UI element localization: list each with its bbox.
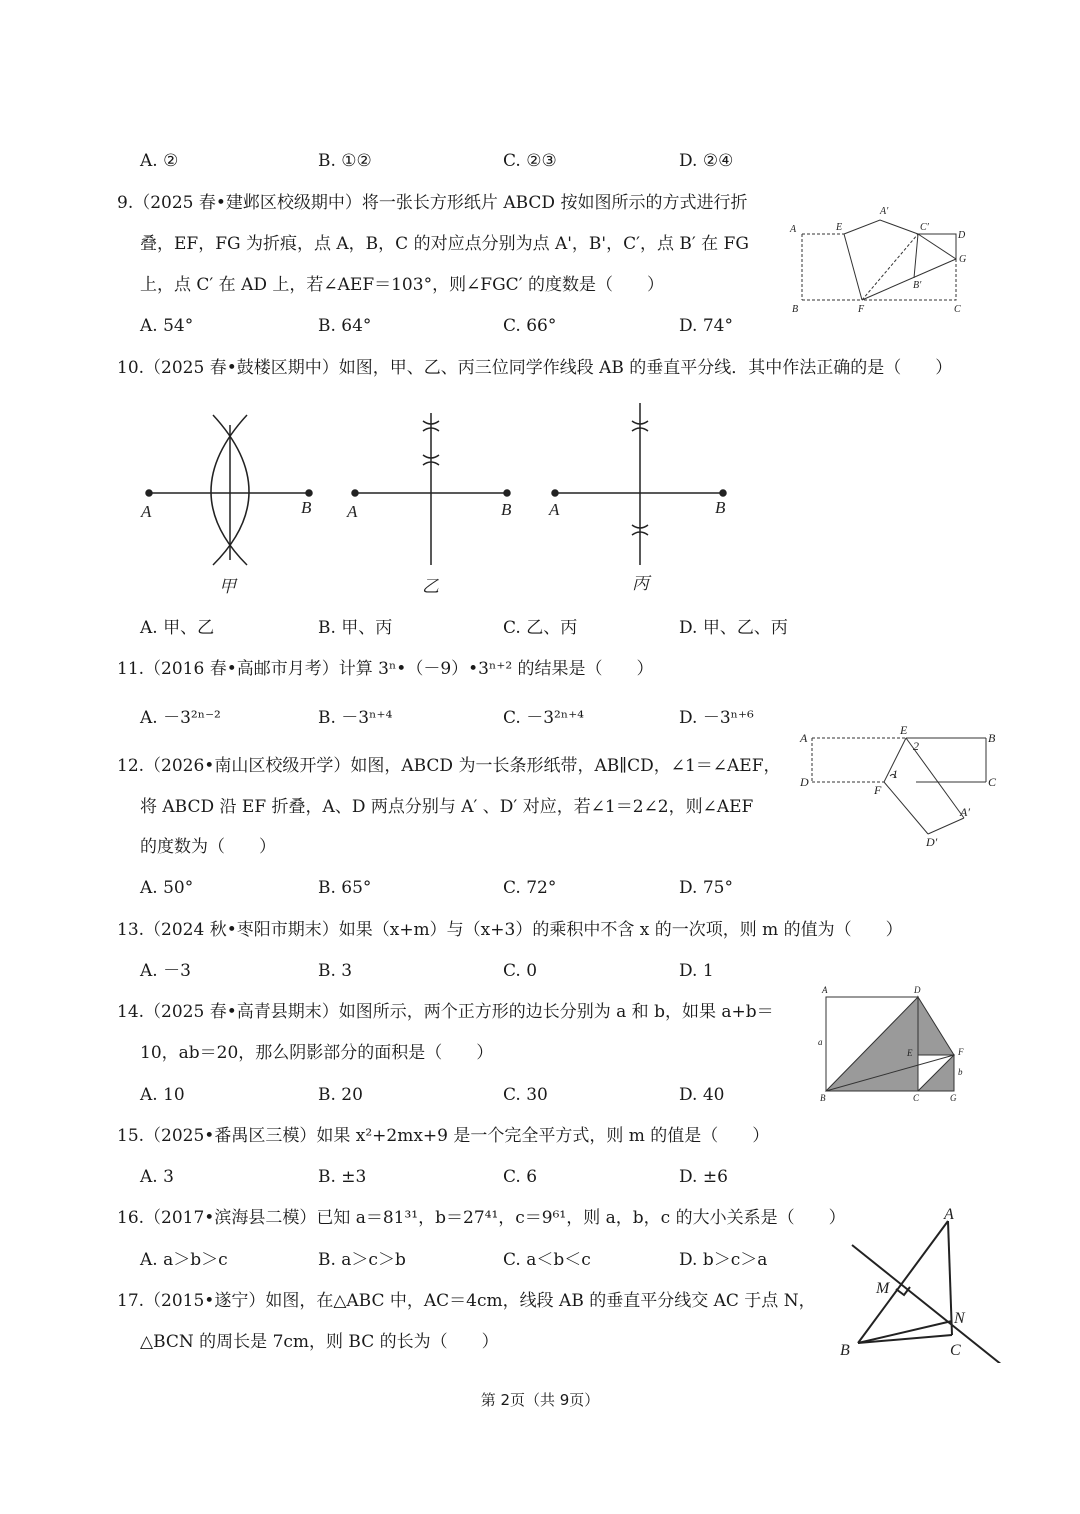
q12-line-3: 的度数为（ ） [140, 837, 276, 857]
q9-option-a: A. 54° [140, 316, 194, 336]
q16-option-a: A. a＞b＞c [140, 1250, 228, 1270]
q10-option-b: B. 甲、丙 [318, 618, 393, 638]
q14-label-c: C [913, 1093, 920, 1103]
q14-line-2: 10，ab＝20，那么阴影部分的面积是（ ） [140, 1043, 494, 1063]
q13-option-d: D. 1 [679, 961, 714, 981]
q17-label-n: N [954, 1310, 965, 1327]
q8-option-b: B. ①② [318, 151, 372, 171]
q12-option-c: C. 72° [503, 878, 557, 898]
q14-option-b: B. 20 [318, 1085, 363, 1105]
q10-option-a: A. 甲、乙 [140, 618, 215, 638]
q12-label-a-prime: A′ [960, 805, 970, 819]
q9-line-1: 9.（2025 春•建邺区校级期中）将一张长方形纸片 ABCD 按如图所示的方式进行折 [117, 193, 748, 213]
q14-label-b: B [820, 1093, 826, 1103]
q16-option-c: C. a＜b＜c [503, 1250, 591, 1270]
q16-option-b: B. a＞c＞b [318, 1250, 406, 1270]
q14-label-d: D [914, 985, 921, 995]
q12-label-d-prime: D′ [926, 835, 938, 849]
q12-option-b: B. 65° [318, 878, 372, 898]
q9-label-c-prime: C′ [920, 222, 929, 233]
q14-label-a: A [822, 985, 828, 995]
q10-label-a-3: A [549, 500, 560, 519]
q11-option-d: D. －3ⁿ⁺⁶ [679, 708, 754, 728]
q12-label-e: E [900, 723, 908, 737]
q12-label-c: C [988, 775, 997, 789]
q12-label-a: A [800, 731, 808, 745]
page-number: 第 2页（共 9页） [480, 1391, 600, 1409]
q15-option-b: B. ±3 [318, 1167, 367, 1187]
q14-line-1: 14.（2025 春•高青县期末）如图所示，两个正方形的边长分别为 a 和 b，如果 a+b＝ [117, 1002, 774, 1022]
q17-label-b: B [840, 1342, 850, 1359]
q14-figure [812, 983, 972, 1105]
q14-option-a: A. 10 [140, 1085, 185, 1105]
q17-line-2: △BCN 的周长是 7cm，则 BC 的长为（ ） [140, 1332, 499, 1352]
q8-option-c: C. ②③ [503, 151, 557, 171]
q11-option-c: C. －3²ⁿ⁺⁴ [503, 708, 584, 728]
q12-line-1: 12.（2026•南山区校级开学）如图，ABCD 为一长条形纸带，AB∥CD，∠1＝∠AEF， [117, 756, 781, 776]
q16-option-d: D. b＞c＞a [679, 1250, 768, 1270]
q9-label-a: A [790, 224, 797, 235]
q15-option-d: D. ±6 [679, 1167, 728, 1187]
q13-option-b: B. 3 [318, 961, 353, 981]
q12-label-b: B [988, 731, 996, 745]
q14-option-c: C. 30 [503, 1085, 548, 1105]
q15-option-a: A. 3 [140, 1167, 174, 1187]
q12-option-a: A. 50° [140, 878, 194, 898]
q9-label-d: D [958, 230, 966, 241]
q9-option-c: C. 66° [503, 316, 557, 336]
q9-line-2: 叠，EF，FG 为折痕，点 A，B，C 的对应点分别为点 A'，B'，C′，点 B′ 在 FG [140, 234, 749, 254]
q9-label-a-prime: A′ [880, 206, 889, 217]
q11-option-b: B. －3ⁿ⁺⁴ [318, 708, 393, 728]
q10-caption-bing: 丙 [632, 574, 649, 593]
q14-label-e: E [907, 1048, 913, 1058]
q9-line-3: 上，点 C′ 在 AD 上，若∠AEF＝103°，则∠FGC′ 的度数是（ ） [140, 275, 664, 295]
q17-label-c: C [950, 1342, 961, 1359]
q14-label-a-side: a [818, 1037, 823, 1047]
q14-label-f: F [958, 1047, 964, 1057]
q15-line-1: 15.（2025•番禺区三模）如果 x²+2mx+9 是一个完全平方式，则 m 的值是（ ） [117, 1126, 770, 1146]
q10-label-b-3: B [715, 498, 726, 517]
q8-option-a: A. ② [140, 151, 179, 171]
q11-line-1: 11.（2016 春•高邮市月考）计算 3ⁿ•（－9）•3ⁿ⁺² 的结果是（ ） [117, 659, 654, 679]
q10-label-a-1: A [141, 502, 152, 521]
q14-label-g: G [950, 1093, 957, 1103]
q15-option-c: C. 6 [503, 1167, 538, 1187]
q14-label-b-side: b [958, 1067, 963, 1077]
q12-figure [796, 722, 1006, 852]
q12-label-d: D [800, 775, 809, 789]
q10-caption-jia: 甲 [219, 577, 236, 596]
q13-line-1: 13.（2024 秋•枣阳市期末）如果（x+m）与（x+3）的乘积中不含 x 的一次项，则 m 的值为（ ） [117, 920, 903, 940]
q10-figure [135, 395, 755, 605]
q12-line-2: 将 ABCD 沿 EF 折叠，A、D 两点分别与 A′ 、D′ 对应，若∠1＝2∠2，则∠AEF [140, 797, 754, 817]
q17-line-1: 17.（2015•遂宁）如图，在△ABC 中，AC＝4cm，线段 AB 的垂直平分线交 AC 于点 N， [117, 1291, 816, 1311]
q9-figure [788, 200, 988, 318]
q9-label-b: B [792, 304, 799, 315]
q11-option-a: A. －3²ⁿ⁻² [140, 708, 221, 728]
q10-option-d: D. 甲、乙、丙 [679, 618, 788, 638]
q8-option-d: D. ②④ [679, 151, 734, 171]
q10-label-b-1: B [301, 498, 312, 517]
q17-figure [836, 1203, 1008, 1363]
q9-label-g: G [959, 254, 967, 265]
q9-label-c: C [954, 304, 961, 315]
q17-label-m: M [876, 1280, 890, 1297]
q10-label-a-2: A [347, 502, 358, 521]
q9-label-e: E [836, 222, 843, 233]
q13-option-a: A. －3 [140, 961, 191, 981]
q16-line-1: 16.（2017•滨海县二模）已知 a＝81³¹，b＝27⁴¹，c＝9⁶¹，则 a，b，c 的大小关系是（ ） [117, 1208, 846, 1228]
q10-caption-yi: 乙 [422, 577, 439, 596]
q12-label-1: 1 [892, 767, 898, 781]
q10-label-b-2: B [501, 500, 512, 519]
q10-line-1: 10.（2025 春•鼓楼区期中）如图，甲、乙、丙三位同学作线段 AB 的垂直平分线．其中作法正确的是（ ） [117, 358, 953, 378]
q9-option-b: B. 64° [318, 316, 372, 336]
q14-option-d: D. 40 [679, 1085, 725, 1105]
q10-option-c: C. 乙、丙 [503, 618, 578, 638]
q12-option-d: D. 75° [679, 878, 733, 898]
q13-option-c: C. 0 [503, 961, 538, 981]
q9-label-f: F [858, 304, 865, 315]
q12-label-2: 2 [913, 739, 919, 753]
q12-label-f: F [874, 783, 882, 797]
q17-label-a: A [944, 1206, 954, 1223]
q9-option-d: D. 74° [679, 316, 733, 336]
q9-label-b-prime: B′ [913, 280, 922, 291]
